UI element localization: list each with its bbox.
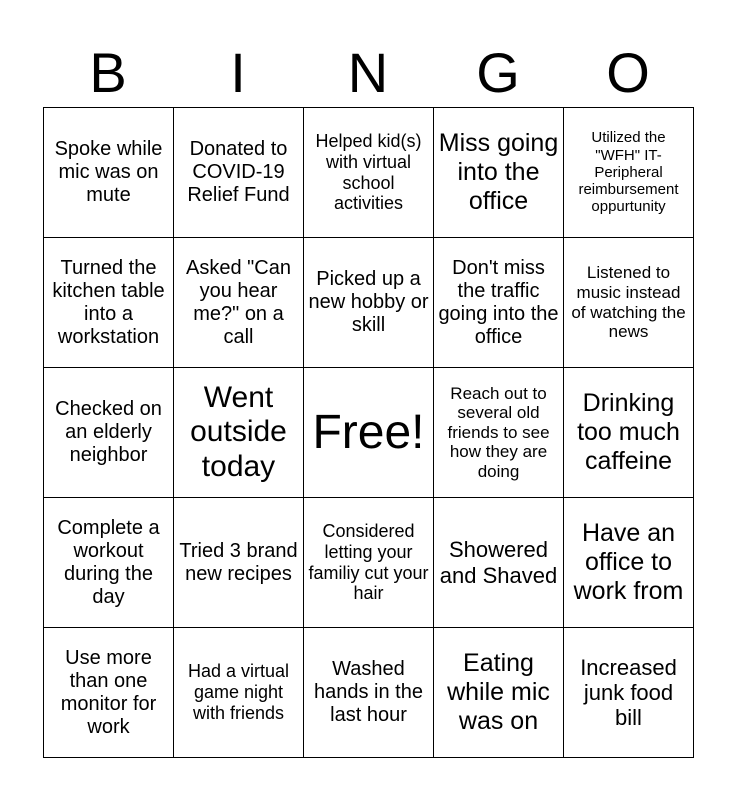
bingo-row (44, 238, 694, 368)
bingo-cell: Listened to music instead of watching the news (564, 238, 694, 368)
bingo-cell: Tried 3 brand new recipes (174, 498, 304, 628)
bingo-cell: Miss going into the office (434, 108, 564, 238)
bingo-cell: Have an office to work from (564, 498, 694, 628)
bingo-cell: Don't miss the traffic going into the office (434, 238, 564, 368)
bingo-cell: Spoke while mic was on mute (44, 108, 174, 238)
bingo-cell: Had a virtual game night with friends (174, 628, 304, 758)
bingo-row (44, 108, 694, 238)
bingo-cell: Eating while mic was on (434, 628, 564, 758)
free-space-cell: Free! (304, 368, 434, 498)
bingo-cell: Turned the kitchen table into a workstation (44, 238, 174, 368)
bingo-row (44, 628, 694, 758)
header-letter-b: B (89, 41, 127, 104)
bingo-cell: Picked up a new hobby or skill (304, 238, 434, 368)
bingo-cell: Reach out to several old friends to see how they are doing (434, 368, 564, 498)
bingo-cell: Increased junk food bill (564, 628, 694, 758)
bingo-cell: Washed hands in the last hour (304, 628, 434, 758)
header-letter-g: G (476, 41, 520, 104)
bingo-cell: Drinking too much caffeine (564, 368, 694, 498)
bingo-row (44, 368, 694, 498)
bingo-cell: Asked "Can you hear me?" on a call (174, 238, 304, 368)
bingo-cell: Complete a workout during the day (44, 498, 174, 628)
header-letter-n: N (347, 41, 389, 104)
header-letter-i: I (230, 41, 246, 104)
bingo-cell: Checked on an elderly neighbor (44, 368, 174, 498)
bingo-cell: Donated to COVID-19 Relief Fund (174, 108, 304, 238)
bingo-cell: Showered and Shaved (434, 498, 564, 628)
bingo-row (44, 498, 694, 628)
bingo-board (43, 107, 694, 758)
bingo-cell: Utilized the "WFH" IT-Peripheral reimbursement oppurtunity (564, 108, 694, 238)
bingo-cell: Went outside today (174, 368, 304, 498)
bingo-cell: Considered letting your familiy cut your hair (304, 498, 434, 628)
bingo-cell: Use more than one monitor for work (44, 628, 174, 758)
bingo-cell: Helped kid(s) with virtual school activities (304, 108, 434, 238)
header-letter-o: O (606, 41, 650, 104)
bingo-header (43, 38, 693, 108)
